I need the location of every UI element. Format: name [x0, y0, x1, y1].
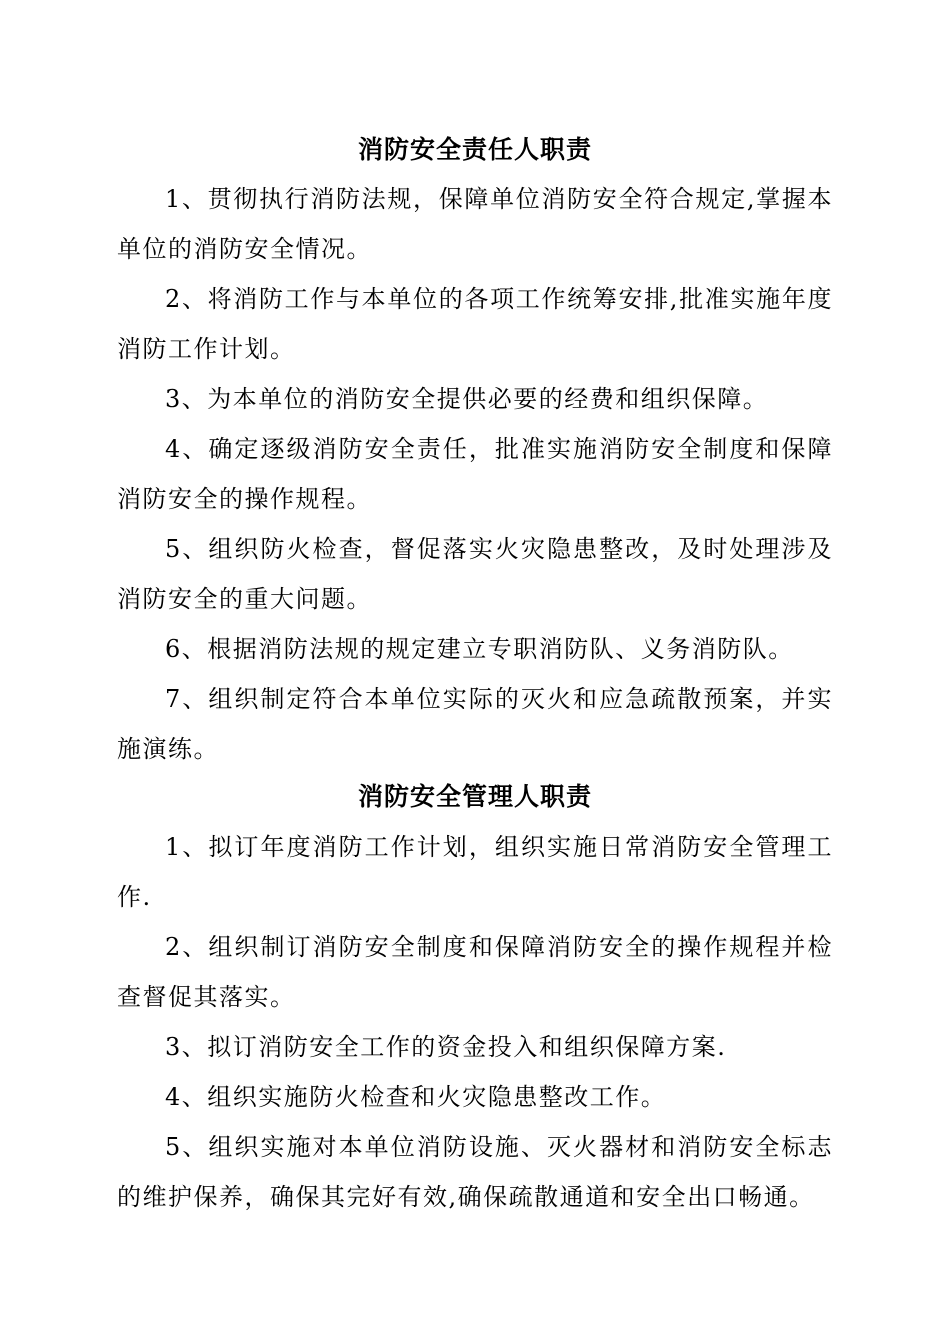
- duty-item-4: 4、组织实施防火检查和火灾隐患整改工作。: [165, 1083, 667, 1111]
- duty-item-2: 2、组织制订消防安全制度和保障消防安全的操作规程并检查督促其落实。: [117, 933, 833, 1011]
- duty-item-4: 4、确定逐级消防安全责任，批准实施消防安全制度和保障消防安全的操作规程。: [117, 435, 833, 513]
- document-page: [117, 128, 833, 1222]
- duty-item-1: 1、拟订年度消防工作计划，组织实施日常消防安全管理工作.: [117, 833, 833, 911]
- duty-item-7: 7、组织制定符合本单位实际的灭火和应急疏散预案，并实施演练。: [117, 685, 833, 763]
- section-manager: [117, 775, 833, 1222]
- duty-item-6: 6、根据消防法规的规定建立专职消防队、义务消防队。: [165, 635, 794, 663]
- duty-item-2: 2、将消防工作与本单位的各项工作统筹安排,批准实施年度消防工作计划。: [117, 285, 833, 363]
- section-title: 消防安全管理人职责: [357, 782, 592, 811]
- duty-item-3: 3、拟订消防安全工作的资金投入和组织保障方案.: [165, 1033, 727, 1061]
- duty-item-1: 1、贯彻执行消防法规，保障单位消防安全符合规定,掌握本单位的消防安全情况。: [117, 185, 833, 263]
- duty-item-3: 3、为本单位的消防安全提供必要的经费和组织保障。: [165, 385, 769, 413]
- section-title: 消防安全责任人职责: [357, 135, 592, 164]
- duty-item-5: 5、组织防火检查，督促落实火灾隐患整改，及时处理涉及消防安全的重大问题。: [117, 535, 833, 613]
- duty-item-5: 5、组织实施对本单位消防设施、灭火器材和消防安全标志的维护保养，确保其完好有效,确保疏散通道和安全出口畅通。: [117, 1133, 833, 1211]
- section-responsible-person: [117, 128, 833, 774]
